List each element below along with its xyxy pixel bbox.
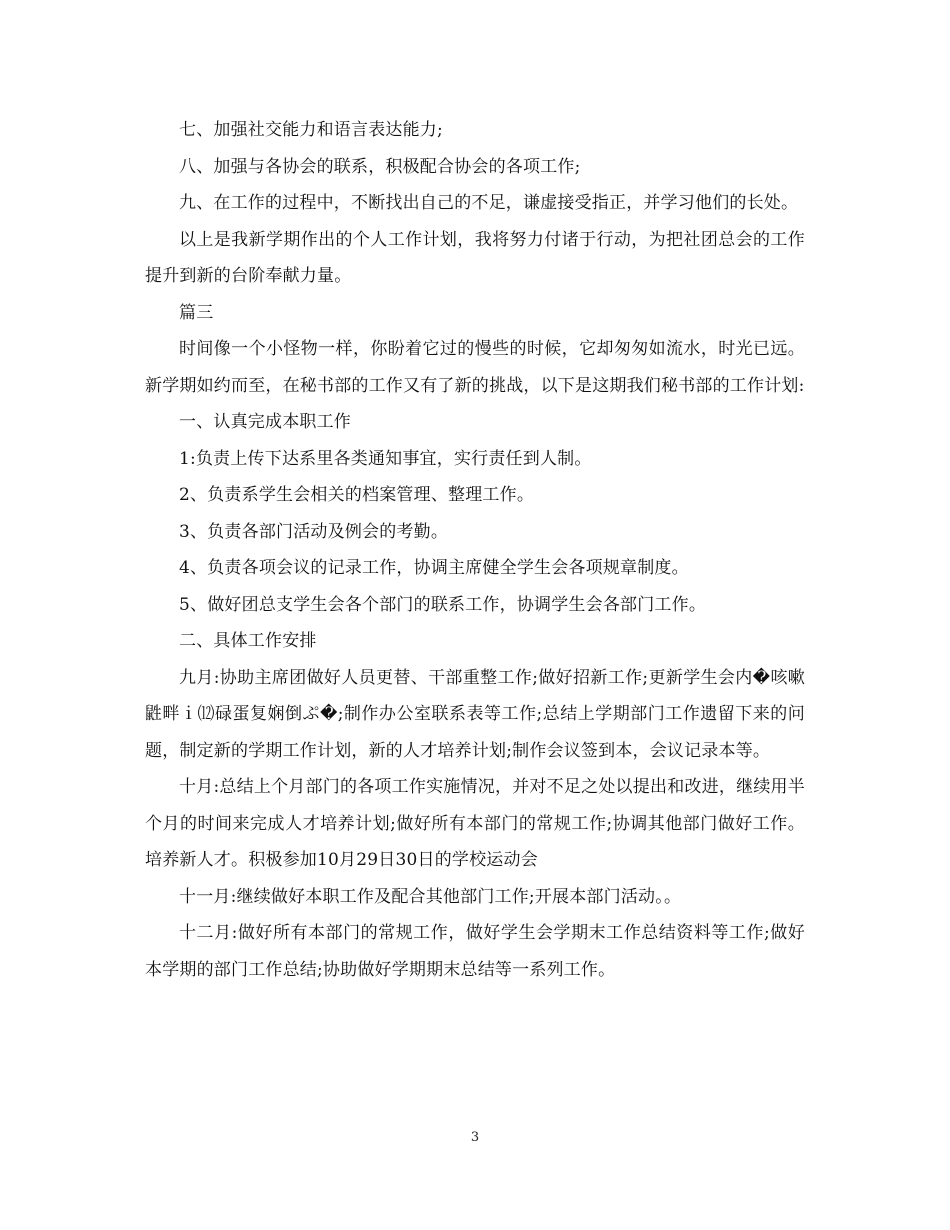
schedule-october: 十月:总结上个月部门的各项工作实施情况，并对不足之处以提出和改进，继续用半个月的时间来完成人才培养计划;做好所有本部门的常规工作;协调其他部门做好工作。培养新人才。积极参加10月29日30日的学校运动会 [145,777,805,870]
duty-item-5: 5、做好团总支学生会各个部门的联系工作，协调学生会各部门工作。 [179,594,707,615]
duty-item-3: 3、负责各部门活动及例会的考勤。 [179,521,449,542]
paragraph-item-8: 八、加强与各协会的联系，积极配合协会的各项工作; [179,156,581,177]
schedule-november: 十一月:继续做好本职工作及配合其他部门工作;开展本部门活动。。 [179,886,682,907]
document-body [145,112,805,988]
paragraph-intro: 时间像一个小怪物一样，你盼着它过的慢些的时候，它却匆匆如流水，时光已远。新学期如约而至，在秘书部的工作又有了新的挑战，以下是这期我们秘书部的工作计划: [145,339,805,396]
section-heading-part-three: 篇三 [179,302,214,323]
duty-item-4: 4、负责各项会议的记录工作，协调主席健全学生会各项规章制度。 [179,558,689,578]
schedule-december: 十二月:做好所有本部门的常规工作，做好学生会学期末工作总结资料等工作;做好本学期的部门工作总结;协助做好学期期末总结等一系列工作。 [145,923,805,980]
paragraph-item-9: 九、在工作的过程中，不断找出自己的不足，谦虚接受指正，并学习他们的长处。 [179,193,799,213]
page-number: 3 [470,1130,480,1145]
paragraph-item-7: 七、加强社交能力和语言表达能力; [179,120,443,140]
duty-item-2: 2、负责系学生会相关的档案管理、整理工作。 [179,485,535,505]
duty-item-1: 1:负责上传下达系里各类通知事宜，实行责任到人制。 [179,448,592,469]
section-heading-duties: 一、认真完成本职工作 [179,412,351,432]
schedule-september: 九月:协助主席团做好人员更替、干部重整工作;做好招新工作;更新学生会内�咳嗽鼪畔ｉ⑿碌蛋复娴倒ぷ�;制作办公室联系表等工作;总结上学期部门工作遗留下来的问题，制定新的学期工作计划，新的人才培养计划;制作会议签到本，会议记录本等。 [145,667,805,761]
section-heading-schedule: 二、具体工作安排 [179,631,317,651]
paragraph-summary: 以上是我新学期作出的个人工作计划，我将努力付诸于行动，为把社团总会的工作提升到新的台阶奉献力量。 [145,229,805,286]
